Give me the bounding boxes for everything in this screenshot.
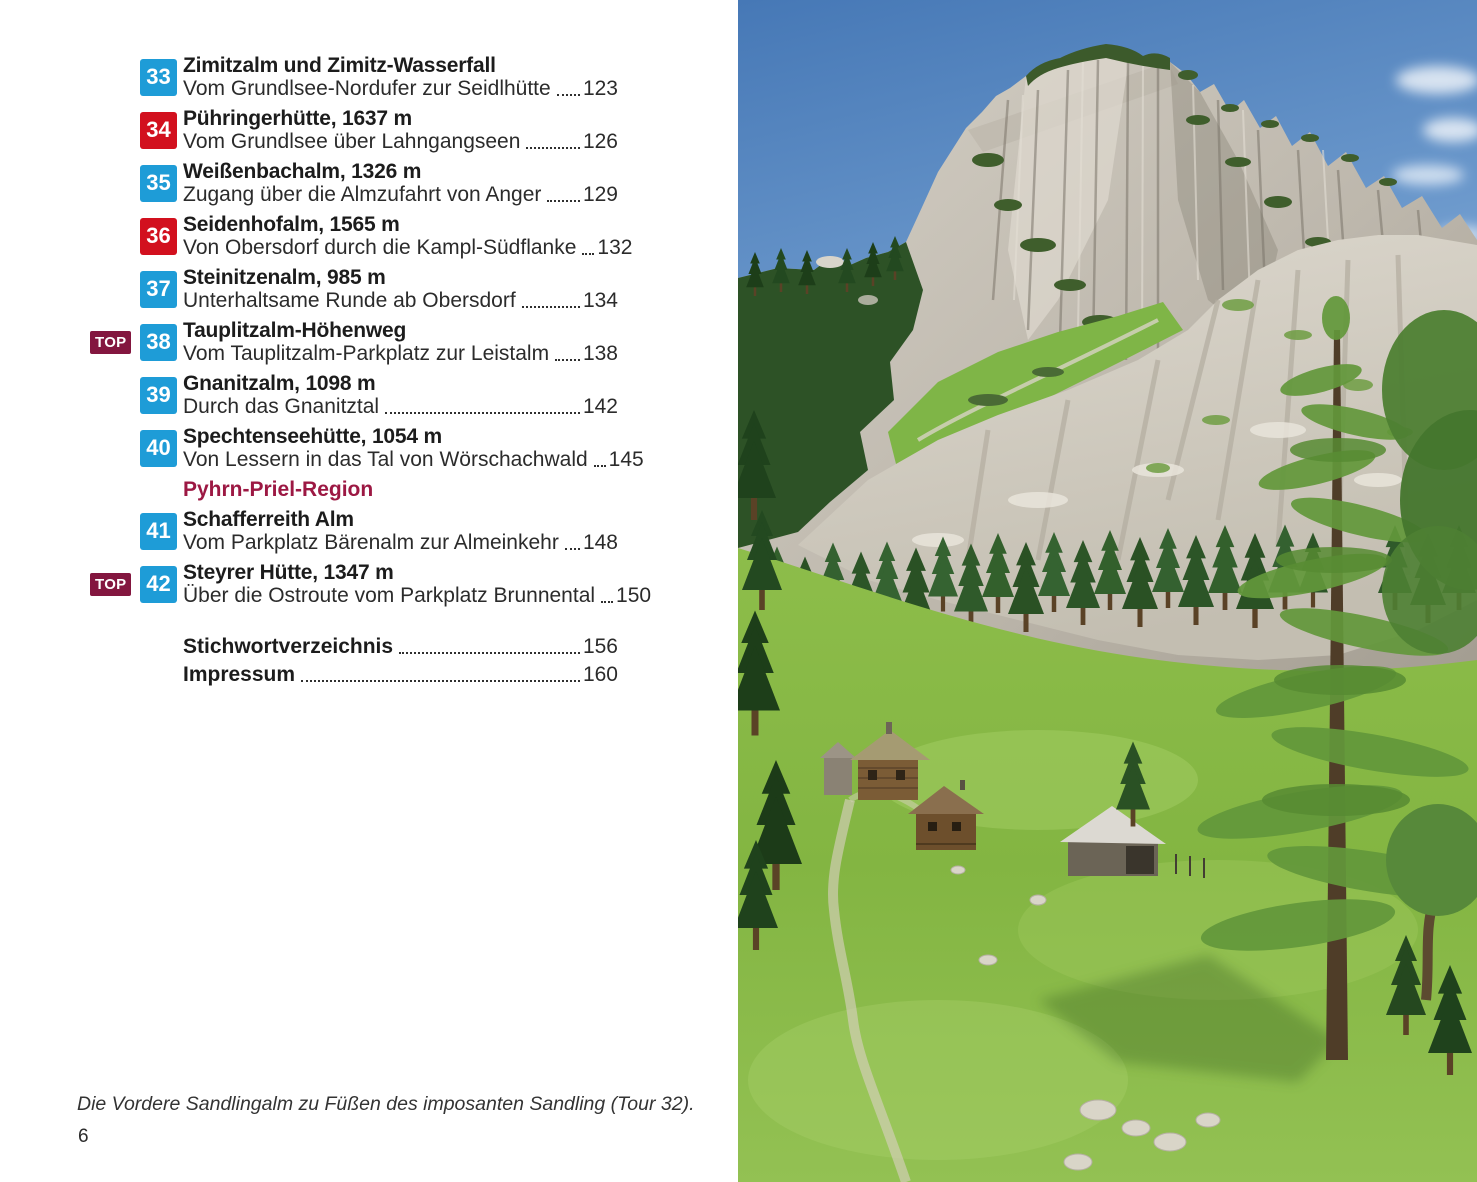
tour-number-badge: 35 (140, 165, 177, 202)
alpine-photo-svg (738, 0, 1477, 1182)
table-of-contents (90, 54, 652, 691)
tour-route: Vom Tauplitzalm-Parkplatz zur Leistalm (183, 342, 550, 365)
photo-caption: Die Vordere Sandlingalm zu Füßen des imposanten Sandling (Tour 32). (77, 1093, 695, 1115)
dotted-leader (565, 548, 580, 550)
dotted-leader (555, 359, 580, 361)
tour-number-badge: 38 (140, 324, 177, 361)
tour-title: Gnanitzalm, 1098 m (183, 372, 376, 395)
extra-page-number: 156 (582, 635, 618, 658)
tour-page-number: 150 (616, 584, 652, 607)
toc-extras (183, 635, 618, 686)
tour-text (183, 266, 618, 312)
tour-number-badge: 33 (140, 59, 177, 96)
tour-title: Steinitzenalm, 985 m (183, 266, 386, 289)
top-badge-slot (90, 66, 140, 89)
dotted-leader (399, 652, 580, 654)
tour-title: Schafferreith Alm (183, 508, 354, 531)
tour-title: Spechtenseehütte, 1054 m (183, 425, 442, 448)
toc-entry (90, 319, 618, 365)
dotted-leader (594, 465, 606, 467)
top-badge-slot (90, 278, 140, 301)
tour-text (183, 213, 633, 259)
tour-number-badge: 40 (140, 430, 177, 467)
tour-page-number: 126 (582, 130, 618, 153)
tour-route: Von Lessern in das Tal von Wörschachwald (183, 448, 588, 471)
tour-number-badge: 37 (140, 271, 177, 308)
tour-route: Zugang über die Almzufahrt von Anger (183, 183, 542, 206)
tour-subline (183, 448, 644, 471)
top-badge: TOP (90, 331, 131, 354)
tour-page-number: 132 (597, 236, 633, 259)
top-badge-slot (90, 384, 140, 407)
tour-title: Steyrer Hütte, 1347 m (183, 561, 394, 584)
alpine-photo (738, 0, 1477, 1182)
tour-route: Durch das Gnanitztal (183, 395, 380, 418)
extra-page-number: 160 (582, 663, 618, 686)
tour-text (183, 561, 652, 607)
region-heading: Pyhrn-Priel-Region (183, 478, 374, 501)
dotted-leader (601, 601, 613, 603)
tour-text (183, 508, 618, 554)
toc-entry (90, 213, 633, 259)
tour-subline (183, 236, 633, 259)
tour-subline (183, 183, 618, 206)
tour-number-badge: 34 (140, 112, 177, 149)
toc-entry (90, 160, 618, 206)
tour-number-badge: 41 (140, 513, 177, 550)
toc-entry (90, 508, 618, 554)
tour-subline (183, 289, 618, 312)
toc-entry (90, 266, 618, 312)
toc-entry (90, 107, 618, 153)
extra-title: Stichwortverzeichnis (183, 635, 394, 658)
tour-text (183, 372, 618, 418)
page-number: 6 (78, 1126, 89, 1147)
toc-extra-row (183, 663, 618, 686)
tour-title: Seidenhofalm, 1565 m (183, 213, 400, 236)
tour-subline (183, 77, 618, 100)
tour-title: Zimitzalm und Zimitz-Wasserfall (183, 54, 496, 77)
tour-text (183, 319, 618, 365)
tour-page-number: 129 (582, 183, 618, 206)
tour-route: Vom Parkplatz Bärenalm zur Almeinkehr (183, 531, 559, 554)
tour-title: Pühringerhütte, 1637 m (183, 107, 412, 130)
tour-number-badge: 39 (140, 377, 177, 414)
tour-subline (183, 130, 618, 153)
tour-subline (183, 531, 618, 554)
tour-text (183, 54, 618, 100)
dotted-leader (301, 680, 580, 682)
tour-subline (183, 584, 652, 607)
tour-page-number: 123 (582, 77, 618, 100)
tour-route: Über die Ostroute vom Parkplatz Brunnental (183, 584, 596, 607)
top-badge-slot (90, 119, 140, 142)
dotted-leader (557, 94, 580, 96)
dotted-leader (526, 147, 580, 149)
toc-entry (90, 425, 644, 471)
tour-page-number: 145 (608, 448, 644, 471)
top-badge: TOP (90, 573, 131, 596)
top-badge-slot (90, 520, 140, 543)
top-badge-slot (90, 437, 140, 460)
tour-text (183, 425, 644, 471)
tour-text (183, 160, 618, 206)
tour-route: Vom Grundlsee-Nordufer zur Seidlhütte (183, 77, 551, 100)
toc-entry (90, 372, 618, 418)
toc-extra-row (183, 635, 618, 658)
tour-number-badge: 36 (140, 218, 177, 255)
top-badge-slot (90, 573, 140, 596)
toc-items (90, 54, 652, 607)
top-badge-slot (90, 225, 140, 248)
tour-route: Unterhaltsame Runde ab Obersdorf (183, 289, 516, 312)
dotted-leader (547, 200, 580, 202)
top-badge-slot (90, 331, 140, 354)
dotted-leader (582, 253, 594, 255)
tour-title: Weißenbachalm, 1326 m (183, 160, 422, 183)
tour-page-number: 138 (582, 342, 618, 365)
toc-entry (90, 54, 618, 100)
dotted-leader (385, 412, 580, 414)
extra-title: Impressum (183, 663, 296, 686)
toc-entry (90, 561, 652, 607)
tour-title: Tauplitzalm-Höhenweg (183, 319, 407, 342)
tour-subline (183, 342, 618, 365)
tour-page-number: 134 (582, 289, 618, 312)
tour-number-badge: 42 (140, 566, 177, 603)
dotted-leader (522, 306, 580, 308)
tour-page-number: 148 (582, 531, 618, 554)
top-badge-slot (90, 172, 140, 195)
tour-text (183, 107, 618, 153)
tour-subline (183, 395, 618, 418)
tour-route: Von Obersdorf durch die Kampl-Südflanke (183, 236, 577, 259)
tour-page-number: 142 (582, 395, 618, 418)
tour-route: Vom Grundlsee über Lahngangseen (183, 130, 521, 153)
